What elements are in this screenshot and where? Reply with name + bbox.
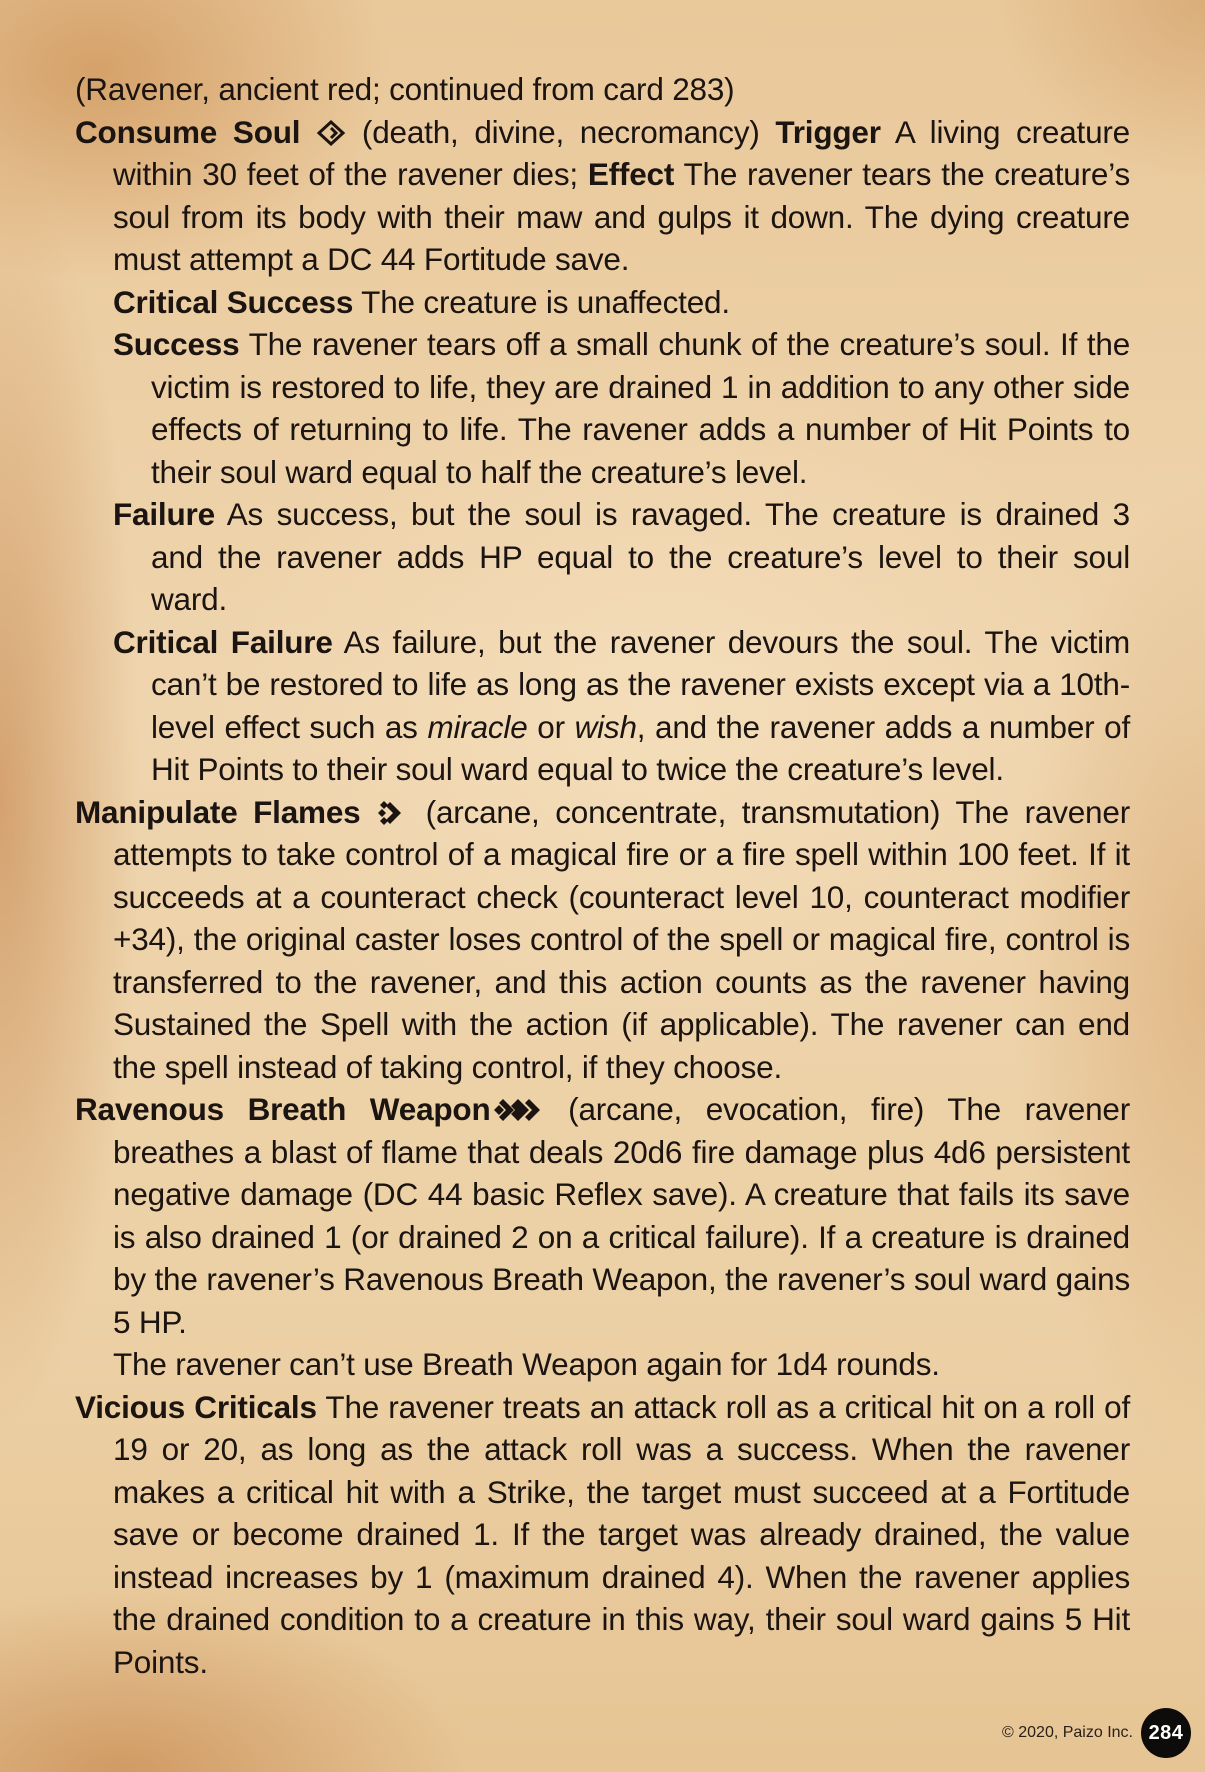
degree-critical-success bbox=[75, 281, 1130, 324]
ability-consume-soul bbox=[75, 111, 1130, 281]
spell-miracle: miracle bbox=[427, 708, 528, 745]
degree-label: Critical Failure bbox=[113, 623, 333, 660]
trigger-label: Trigger bbox=[775, 113, 881, 150]
degree-label: Success bbox=[113, 326, 240, 362]
degree-success bbox=[75, 323, 1130, 493]
continuation-note: (Ravener, ancient red; continued from card 283) bbox=[75, 71, 735, 107]
ability-manipulate-flames bbox=[75, 791, 1130, 1089]
two-action-icon bbox=[491, 1097, 545, 1123]
effect-text: The ravener tears the creature’s soul from its body with their maw and gulps it down. The dying creature must attempt a DC 44 Fortitude save. bbox=[113, 156, 1130, 277]
degree-text: The ravener tears off a small chunk of the creature’s soul. If the victim is restored to life, they are drained 1 in addition to any other side effects of returning to life. The ravener adds a number of Hit Points to their soul ward equal to half the creature’s level. bbox=[151, 326, 1131, 490]
ability-name: Vicious Criticals bbox=[75, 1388, 317, 1425]
ability-name: Manipulate Flames bbox=[75, 793, 361, 830]
degree-text: As failure, but the ravener devours the soul. The victim can’t be restored to life as long as the ravener exists except via a 10th-level effect such as bbox=[151, 623, 1130, 745]
spell-wish: wish bbox=[574, 708, 637, 745]
ability-text-last-line: The ravener can’t use Breath Weapon again for 1d4 rounds. bbox=[113, 1346, 940, 1382]
ability-name: Consume Soul bbox=[75, 113, 301, 150]
degree-text: As success, but the soul is ravaged. The creature is drained 3 and the ravener adds HP equal to the creature’s level to their soul ward. bbox=[151, 496, 1130, 617]
degree-text: The creature is unaffected. bbox=[361, 283, 730, 320]
ability-traits: (arcane, evocation, fire) bbox=[568, 1091, 925, 1127]
one-action-icon bbox=[376, 800, 410, 826]
ability-ravenous-breath-weapon bbox=[75, 1088, 1130, 1343]
degree-critical-failure bbox=[75, 621, 1130, 791]
ability-text: The ravener breathes a blast of flame that deals 20d6 fire damage plus 4d6 persistent negative damage (DC 44 basic Reflex save). A creature that fails its save is also drained 1 (or drained 2 on a critical failure). If a creature is drained by the ravener’s Ravenous Breath Weapon, the ravener’s soul ward gains 5 HP. bbox=[113, 1091, 1130, 1340]
ability-traits: (arcane, concentrate, transmutation) bbox=[425, 793, 941, 830]
degree-label: Failure bbox=[113, 496, 215, 532]
degree-failure bbox=[75, 493, 1130, 621]
page-number-badge: 284 bbox=[1141, 1708, 1191, 1758]
ability-traits: (death, divine, necromancy) bbox=[361, 113, 760, 150]
ability-name: Ravenous Breath Weapon bbox=[75, 1091, 491, 1127]
copyright: © 2020, Paizo Inc. bbox=[1002, 1724, 1133, 1741]
ability-text: The ravener attempts to take control of a magical fire or a fire spell within 100 feet. If it succeeds at a counteract check (counteract level 10, counteract modifier +34), the original caster loses control of the spell or magical fire, control is transferred to the ravener, and this action counts as the ravener having Sustained the Spell with the action (if applicable). The ravener can end the spell instead of taking control, if they choose. bbox=[113, 793, 1130, 1085]
ability-vicious-criticals bbox=[75, 1386, 1130, 1684]
trigger-text: A living creature within 30 feet of the ravener dies; bbox=[113, 113, 1130, 192]
degree-text-end: , and the ravener adds a number of Hit Points to their soul ward equal to twice the creature’s level. bbox=[151, 708, 1131, 787]
degree-label: Critical Success bbox=[113, 283, 354, 320]
reaction-icon bbox=[316, 120, 346, 146]
footer bbox=[1002, 1708, 1191, 1758]
effect-label: Effect bbox=[587, 156, 675, 192]
card-text bbox=[75, 68, 1130, 1683]
degree-text-connector: or bbox=[537, 708, 565, 745]
ability-text: The ravener treats an attack roll as a critical hit on a roll of 19 or 20, as long as the attack roll was a success. When the ravener makes a critical hit with a Strike, the target must succeed at a Fortitude save or become drained 1. If the target was already drained, the value instead increases by 1 (maximum drained 4). When the ravener applies the drained condition to a creature in this way, their soul ward gains 5 Hit Points. bbox=[113, 1388, 1130, 1680]
